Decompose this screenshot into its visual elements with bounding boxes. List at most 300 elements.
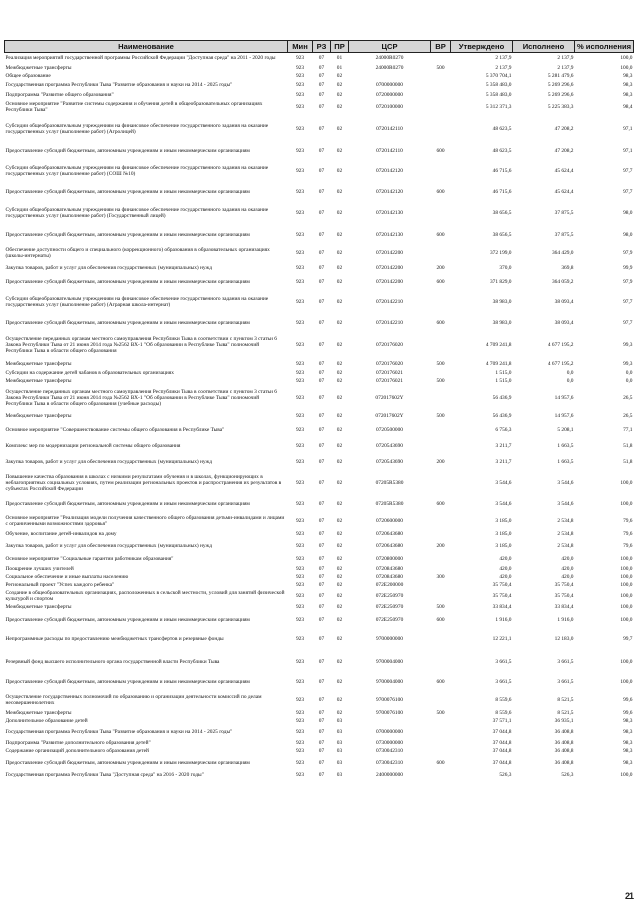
cell-percent: 100,0: [620, 617, 633, 623]
cell-executed: 5 269 296,6: [547, 82, 574, 88]
cell-percent: 100,0: [620, 565, 633, 572]
cell-min: 923: [295, 709, 305, 716]
cell-approved: 56 436,9: [492, 413, 512, 419]
cell-vr: [431, 422, 451, 439]
cell-executed: 3 661,5: [557, 658, 574, 665]
table-row: [5, 422, 634, 439]
cell-csr: 072E250970: [375, 617, 404, 623]
cell-executed: 45 624,4: [554, 188, 574, 195]
cell-executed: 1 663,5: [557, 443, 574, 449]
cell-vr: [431, 201, 451, 226]
cell-approved: 48 623,5: [492, 147, 512, 154]
cell-csr: 0720843680: [376, 565, 403, 572]
cell-rz: 07: [318, 636, 325, 642]
cell-min: 923: [295, 556, 305, 562]
cell-percent: 79,6: [623, 518, 633, 524]
header-pr: ПР: [331, 41, 349, 53]
cell-executed: 0,0: [566, 377, 574, 384]
cell-vr: [431, 53, 451, 64]
cell-approved: 370,0: [499, 264, 512, 271]
cell-vr: [431, 471, 451, 496]
cell-csr: 072E250970: [375, 604, 404, 610]
cell-min: 923: [295, 104, 305, 110]
cell-percent: 99,6: [623, 696, 633, 703]
cell-executed: 4 677 195,2: [547, 342, 574, 348]
cell-vr: 600: [436, 147, 445, 154]
cell-percent: 98,3: [623, 747, 633, 754]
cell-executed: 38 093,4: [554, 319, 574, 326]
cell-approved: 3 185,0: [495, 542, 512, 549]
cell-approved: 420,0: [499, 573, 512, 580]
table-row: [5, 454, 634, 471]
cell-csr: 9700004000: [376, 679, 403, 685]
cell-csr: 072017602Y: [375, 394, 404, 401]
cell-min: 923: [295, 279, 305, 285]
cell-percent: 51,8: [623, 443, 633, 449]
cell-percent: 26,5: [623, 413, 633, 419]
cell-min: 923: [295, 210, 305, 216]
cell-percent: 98,3: [623, 72, 633, 79]
cell-pr: 02: [336, 518, 343, 524]
cell-vr: 500: [436, 709, 445, 716]
cell-csr: 9700076100: [376, 709, 403, 716]
cell-executed: 1 916,0: [557, 617, 574, 623]
cell-executed: 3 544,6: [557, 501, 574, 507]
cell-approved: 4 709 241,8: [485, 360, 512, 367]
cell-rz: 07: [318, 709, 325, 716]
cell-csr: 9700000000: [376, 636, 403, 642]
cell-pr: 02: [336, 210, 343, 216]
cell-pr: 02: [336, 299, 343, 305]
cell-executed: 3 544,6: [557, 480, 574, 486]
cell-csr: 0720142110: [376, 125, 403, 132]
cell-approved: 12 221,1: [492, 636, 512, 642]
cell-name: Межбюджетные трансферты: [5, 413, 72, 419]
cell-name: Государственная программа Республики Тыва "Развитие образования и науки на 2014 - 2025 годы": [5, 728, 233, 735]
cell-approved: 2 137,9: [495, 64, 512, 71]
cell-csr: 0720176020: [376, 342, 403, 348]
cell-approved: 46 715,6: [492, 188, 512, 195]
cell-vr: 500: [436, 360, 445, 367]
cell-approved: 3 185,0: [495, 530, 512, 537]
cell-executed: 45 624,4: [554, 168, 574, 174]
header-rz: РЗ: [313, 41, 331, 53]
cell-percent: 51,8: [623, 459, 633, 465]
cell-min: 923: [295, 82, 305, 88]
cell-pr: 02: [336, 459, 343, 465]
cell-pr: 02: [336, 413, 343, 419]
cell-percent: 97,7: [623, 319, 633, 326]
cell-min: 923: [295, 636, 305, 642]
cell-vr: [431, 771, 451, 779]
cell-percent: 79,6: [623, 530, 633, 537]
cell-name: Предоставление субсидий бюджетным, автономным учреждениям и иным некоммерческим организациям: [5, 319, 250, 326]
cell-percent: 99,6: [623, 709, 633, 716]
table-row: [5, 274, 634, 291]
cell-csr: 2400000000: [376, 771, 403, 778]
cell-pr: 02: [336, 604, 343, 610]
cell-pr: 02: [336, 264, 343, 271]
cell-percent: 98,3: [623, 759, 633, 766]
header-row: [5, 41, 634, 53]
cell-name: Межбюджетные трансферты: [5, 604, 72, 610]
cell-approved: 5 358 483,0: [485, 91, 512, 98]
cell-approved: 37 044,8: [492, 739, 512, 746]
cell-rz: 07: [318, 147, 325, 154]
cell-executed: 8 521,5: [557, 696, 574, 703]
cell-approved: 1 515,0: [495, 377, 512, 384]
cell-name: Субсидии общеобразовательным учреждениям на финансовое обеспечение государственного задания на оказание государственных услуг (выполнение работ) (Аграрная школа-интернат): [5, 296, 269, 308]
table-row: [5, 747, 634, 755]
cell-approved: 35 750,4: [492, 592, 512, 599]
cell-percent: 98,3: [623, 728, 633, 735]
cell-vr: [431, 369, 451, 377]
table-row: [5, 332, 634, 359]
cell-rz: 07: [318, 501, 325, 507]
cell-vr: [431, 717, 451, 725]
cell-name: Предоставление субсидий бюджетным, автономным учреждениям и иным некоммерческим организациям: [5, 279, 250, 285]
cell-executed: 12 183,0: [554, 636, 574, 642]
table-row: [5, 650, 634, 674]
cell-pr: 03: [336, 747, 343, 754]
cell-pr: 02: [336, 427, 343, 433]
cell-vr: [431, 80, 451, 91]
cell-csr: 0720543690: [376, 443, 403, 449]
cell-executed: 2 534,8: [557, 542, 574, 549]
cell-csr: 0720142110: [376, 147, 403, 154]
table-row: [5, 674, 634, 691]
cell-executed: 3 661,5: [557, 679, 574, 685]
cell-rz: 07: [318, 581, 325, 588]
cell-name: Непрограммные расходы по предоставлению межбюджетных трансфертов и резервные фонды: [5, 636, 224, 642]
cell-rz: 07: [318, 210, 325, 216]
cell-executed: 2 137,9: [557, 64, 574, 71]
cell-pr: 02: [336, 72, 343, 79]
cell-csr: 0720800000: [376, 556, 403, 562]
cell-pr: 02: [336, 565, 343, 572]
cell-csr: 0730042310: [376, 747, 403, 754]
cell-pr: 02: [336, 501, 343, 507]
cell-percent: 99,7: [623, 636, 633, 642]
cell-name: Реализация мероприятий государственной программы Российской Федерации "Доступная среда" на 2011 - 2020 годы: [5, 55, 276, 62]
cell-csr: 0720142200: [376, 249, 403, 256]
cell-csr: 0720843680: [376, 573, 403, 580]
table-row: [5, 99, 634, 116]
cell-min: 923: [295, 64, 305, 71]
cell-min: 923: [295, 427, 305, 433]
cell-percent: 100,0: [620, 604, 633, 610]
cell-executed: 2 137,9: [557, 55, 574, 62]
table-row: [5, 589, 634, 603]
cell-csr: 072E200000: [375, 581, 404, 588]
cell-executed: 5 281 479,6: [547, 72, 574, 79]
cell-csr: 072017602Y: [375, 413, 404, 419]
table-row: [5, 142, 634, 160]
cell-percent: 79,6: [623, 542, 633, 549]
cell-name: Создание в общеобразовательных организациях, расположенных в сельской местности, условий для занятий физической культурой и спортом: [5, 589, 285, 602]
cell-vr: 600: [436, 231, 445, 238]
cell-name: Субсидии общеобразовательным учреждениям на финансовое обеспечение государственного задания на оказание государственных услуг (выполнение работ) (Агролицей): [5, 122, 269, 135]
cell-pr: 02: [336, 147, 343, 154]
cell-rz: 07: [318, 427, 325, 433]
cell-vr: [431, 439, 451, 454]
cell-vr: 200: [436, 264, 445, 271]
cell-approved: 371 829,0: [489, 279, 512, 285]
table-row: [5, 755, 634, 771]
cell-pr: 01: [336, 55, 343, 62]
cell-approved: 38 983,0: [492, 319, 512, 326]
cell-vr: 200: [436, 542, 445, 549]
cell-name: Повышение качества образования в школах с низкими результатами обучения и в школах, функционирующих в неблагоприятных социальных условиях, путем реализации региональных проектов и распространения их результатов в субъектах Российской Федерации: [5, 474, 282, 492]
cell-name: Обучение, воспитание детей-инвалидов на дому: [5, 530, 117, 537]
cell-min: 923: [295, 581, 305, 588]
cell-csr: 0720000000: [376, 91, 403, 98]
cell-vr: 600: [436, 679, 445, 685]
table-row: [5, 565, 634, 573]
table-row: [5, 72, 634, 80]
cell-approved: 526,3: [499, 771, 512, 778]
cell-csr: 24000R0270: [375, 64, 404, 71]
cell-min: 923: [295, 249, 305, 256]
cell-pr: 02: [336, 168, 343, 174]
table-body: [5, 53, 634, 779]
cell-approved: 372 199,0: [489, 249, 512, 256]
cell-rz: 07: [318, 264, 325, 271]
cell-approved: 5 358 483,0: [485, 82, 512, 88]
cell-percent: 100,0: [620, 64, 633, 71]
page-number: 21: [624, 891, 633, 901]
header-approved: Утверждено: [451, 41, 513, 53]
cell-percent: 100,0: [620, 581, 633, 588]
cell-min: 923: [295, 299, 305, 305]
cell-pr: 02: [336, 556, 343, 562]
cell-percent: 100,0: [620, 573, 633, 580]
cell-csr: 0720100000: [376, 104, 403, 110]
cell-percent: 99,3: [623, 342, 633, 348]
cell-csr: 0700000000: [376, 728, 403, 735]
cell-min: 923: [295, 717, 305, 724]
cell-min: 923: [295, 739, 305, 746]
cell-pr: 02: [336, 636, 343, 642]
cell-pr: 02: [336, 319, 343, 326]
budget-execution-table: [4, 40, 634, 779]
table-row: [5, 581, 634, 589]
cell-rz: 07: [318, 728, 325, 735]
cell-executed: 36 408,8: [554, 728, 574, 735]
cell-name: Дополнительное образование детей: [5, 717, 88, 724]
cell-pr: 02: [336, 249, 343, 256]
cell-min: 923: [295, 231, 305, 238]
cell-percent: 97,9: [623, 279, 633, 285]
cell-percent: 97,1: [623, 147, 633, 154]
cell-approved: 3 211,7: [495, 443, 512, 449]
cell-name: Закупка товаров, работ и услуг для обеспечения государственных (муниципальных) нужд: [5, 264, 213, 271]
cell-vr: 500: [436, 413, 445, 419]
cell-name: Основное мероприятие "Развитие системы содержания и обучения детей в общеобразовательных организациях Республики Тыва": [5, 101, 263, 113]
cell-approved: 37 044,8: [492, 728, 512, 735]
cell-csr: 0720176021: [376, 369, 403, 376]
cell-name: Закупка товаров, работ и услуг для обеспечения государственных (муниципальных) нужд: [5, 542, 213, 549]
cell-name: Обеспечение доступности общего и специального (коррекционного) образования в образовательных организациях (школы-интернаты): [5, 246, 270, 259]
cell-pr: 02: [336, 443, 343, 449]
cell-approved: 3 544,6: [495, 480, 512, 486]
cell-approved: 37 571,1: [492, 717, 512, 724]
cell-csr: 0720142130: [376, 231, 403, 238]
cell-vr: [431, 747, 451, 755]
cell-name: Межбюджетные трансферты: [5, 64, 72, 71]
cell-executed: 36 408,8: [554, 739, 574, 746]
cell-vr: 600: [436, 279, 445, 285]
cell-executed: 420,0: [561, 573, 574, 580]
cell-min: 923: [295, 573, 305, 580]
cell-csr: 0720142200: [376, 264, 403, 271]
cell-min: 923: [295, 360, 305, 367]
table-row: [5, 64, 634, 72]
cell-pr: 02: [336, 530, 343, 537]
cell-rz: 07: [318, 604, 325, 610]
cell-executed: 14 957,6: [554, 413, 574, 419]
cell-executed: 2 534,8: [557, 518, 574, 524]
cell-vr: 300: [436, 573, 445, 580]
cell-csr: 24000R0270: [375, 55, 404, 62]
cell-csr: 07205R5380: [375, 501, 404, 507]
cell-pr: 02: [336, 542, 343, 549]
cell-pr: 02: [336, 279, 343, 285]
header-percent: % исполнения: [575, 41, 634, 53]
cell-approved: 37 044,8: [492, 747, 512, 754]
cell-pr: 02: [336, 679, 343, 685]
cell-executed: 14 957,6: [554, 394, 574, 401]
table-row: [5, 80, 634, 91]
cell-vr: 600: [436, 188, 445, 195]
cell-min: 923: [295, 342, 305, 348]
cell-executed: 36 408,8: [554, 759, 574, 766]
cell-vr: [431, 650, 451, 674]
cell-rz: 07: [318, 188, 325, 195]
cell-rz: 07: [318, 565, 325, 572]
cell-rz: 07: [318, 342, 325, 348]
cell-vr: [431, 739, 451, 747]
cell-vr: [431, 244, 451, 262]
cell-name: Субсидии общеобразовательным учреждениям на финансовое обеспечение государственного задания на оказание государственных услуг (выполнение работ) (Государственный лицей): [5, 207, 269, 219]
cell-vr: 600: [436, 617, 445, 623]
cell-vr: [431, 91, 451, 99]
cell-min: 923: [295, 264, 305, 271]
table-row: [5, 369, 634, 377]
cell-vr: [431, 629, 451, 650]
cell-approved: 1 916,0: [495, 617, 512, 623]
table-row: [5, 314, 634, 332]
cell-csr: 9700076100: [376, 696, 403, 703]
table-row: [5, 262, 634, 274]
table-row: [5, 612, 634, 629]
table-row: [5, 691, 634, 709]
cell-approved: 3 661,5: [495, 658, 512, 665]
cell-min: 923: [295, 696, 305, 703]
cell-rz: 07: [318, 319, 325, 326]
cell-percent: 98,3: [623, 717, 633, 724]
cell-executed: 36 408,8: [554, 747, 574, 754]
cell-percent: 97,7: [623, 299, 633, 305]
cell-vr: [431, 385, 451, 411]
cell-name: Основное мероприятие "Совершенствование системы общего образования в Республике Тыва": [5, 427, 225, 433]
cell-vr: 500: [436, 377, 445, 384]
table-row: [5, 183, 634, 201]
cell-min: 923: [295, 604, 305, 610]
cell-csr: 0700000000: [376, 82, 403, 88]
cell-percent: 26,5: [623, 394, 633, 401]
cell-executed: 47 208,2: [554, 125, 574, 132]
cell-percent: 99,9: [623, 264, 633, 271]
cell-approved: 3 661,5: [495, 679, 512, 685]
cell-approved: 8 559,6: [495, 709, 512, 716]
cell-csr: 0720142210: [376, 319, 403, 326]
cell-rz: 07: [318, 231, 325, 238]
cell-csr: 07205R5380: [375, 480, 404, 486]
cell-approved: 35 750,4: [492, 581, 512, 588]
cell-percent: 100,0: [620, 501, 633, 507]
table-row: [5, 513, 634, 530]
cell-rz: 07: [318, 377, 325, 384]
cell-pr: 01: [336, 64, 343, 71]
cell-approved: 38 656,5: [492, 210, 512, 216]
cell-approved: 5 370 704,1: [485, 72, 512, 79]
cell-vr: [431, 513, 451, 530]
cell-vr: [431, 554, 451, 565]
cell-approved: 38 656,5: [492, 231, 512, 238]
cell-executed: 47 208,2: [554, 147, 574, 154]
table-row: [5, 629, 634, 650]
cell-rz: 07: [318, 617, 325, 623]
cell-min: 923: [295, 747, 305, 754]
cell-rz: 07: [318, 747, 325, 754]
cell-rz: 07: [318, 556, 325, 562]
cell-name: Межбюджетные трансферты: [5, 709, 72, 716]
cell-min: 923: [295, 542, 305, 549]
cell-min: 923: [295, 480, 305, 486]
cell-executed: 364 059,2: [551, 279, 574, 285]
cell-pr: 03: [336, 771, 343, 778]
table-row: [5, 53, 634, 64]
cell-vr: [431, 332, 451, 359]
table-row: [5, 91, 634, 99]
cell-percent: 0,0: [625, 377, 633, 384]
cell-rz: 07: [318, 72, 325, 79]
cell-rz: 07: [318, 279, 325, 285]
cell-pr: 02: [336, 696, 343, 703]
cell-executed: 369,8: [561, 264, 574, 271]
table-row: [5, 377, 634, 385]
cell-rz: 07: [318, 739, 325, 746]
cell-rz: 07: [318, 394, 325, 401]
cell-vr: [431, 581, 451, 589]
cell-name: Предоставление субсидий бюджетным, автономным учреждениям и иным некоммерческим организациям: [5, 147, 250, 154]
header-name: Наименование: [5, 41, 288, 53]
cell-rz: 07: [318, 360, 325, 367]
cell-vr: [431, 99, 451, 116]
cell-approved: 4 709 241,8: [485, 342, 512, 348]
table-row: [5, 771, 634, 779]
cell-rz: 07: [318, 413, 325, 419]
cell-pr: 03: [336, 728, 343, 735]
table-row: [5, 359, 634, 369]
table-row: [5, 603, 634, 612]
cell-executed: 5 269 296,6: [547, 91, 574, 98]
cell-rz: 07: [318, 55, 325, 62]
cell-name: Межбюджетные трансферты: [5, 360, 72, 367]
table-row: [5, 244, 634, 262]
cell-min: 923: [295, 91, 305, 98]
